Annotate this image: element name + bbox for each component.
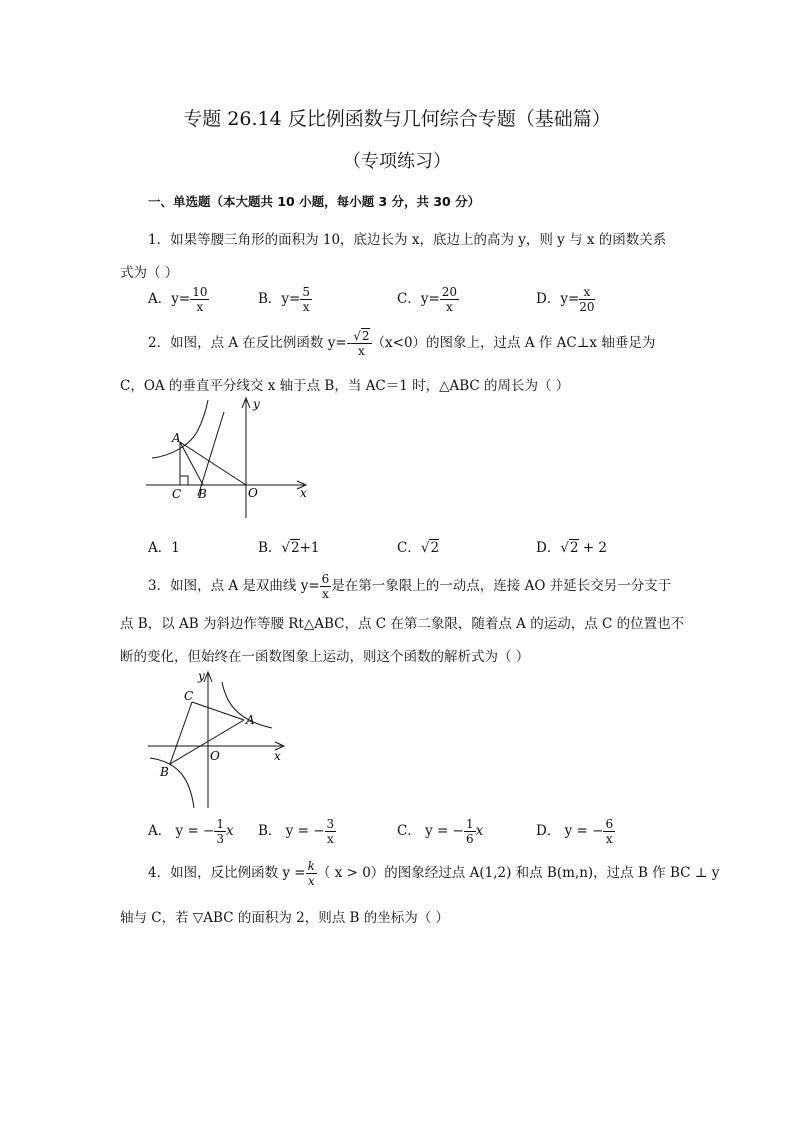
q3-segment-bc	[170, 702, 192, 764]
q4-stem-line2: 轴与 C，若 ▽ABC 的面积为 2，则点 B 的坐标为（ ）	[120, 910, 450, 926]
q2-option-b[interactable]: B．√2+1	[258, 540, 320, 556]
q2-segment-ab	[180, 442, 203, 485]
q3-option-b[interactable]: B． y = − $\frac{3}{x}$	[258, 817, 335, 846]
q2-stem-line2: C，OA 的垂直平分线交 x 轴于点 B，当 AC＝1 时，△ABC 的周长为（ ）	[120, 378, 570, 394]
q1-stem-line2: 式为（ ）	[120, 265, 179, 281]
q3-stem-line1: 3．如图，点 A 是双曲线 y= $\frac{6}{x}$ 是在第一象限上的一动点，连接 AO 并延长交另一分支于	[148, 572, 672, 601]
q1-option-a[interactable]: A．y= $\frac{10}{x}$	[148, 285, 208, 314]
q2-label-c: C	[172, 487, 182, 501]
q3-figure	[140, 668, 300, 812]
q2-right-angle	[180, 476, 188, 485]
q4-stem-line1: 4．如图，反比例函数 y = $\frac{k}{x}$ （ x > 0）的图象经过点 A(1,2) 和点 B(m,n)，过点 B 作 BC ⊥ y	[148, 859, 720, 888]
q2-figure	[140, 396, 320, 522]
q3-label-b: B	[160, 765, 169, 779]
q1-stem-line1: 1．如果等腰三角形的面积为 10，底边长为 x，底边上的高为 y，则 y 与 x 的函数关系	[148, 232, 667, 248]
q2-label-x: x	[300, 486, 307, 500]
q2-label-y: y	[253, 397, 260, 411]
q2-perpendicular-bisector	[198, 412, 224, 496]
q3-label-o: O	[210, 749, 220, 763]
q3-hyperbola-branch-2	[150, 758, 194, 808]
q2-option-d[interactable]: D．√2 + 2	[536, 540, 608, 556]
q3-label-a: A	[246, 713, 255, 727]
q2-label-b: B	[198, 487, 207, 501]
q3-label-c: C	[184, 689, 194, 703]
q2-option-a[interactable]: A．1	[148, 540, 180, 556]
q1-option-c[interactable]: C．y= $\frac{20}{x}$	[397, 285, 458, 314]
q3-label-x: x	[274, 749, 281, 763]
page-title: 专题 26.14 反比例函数与几何综合专题（基础篇）	[183, 108, 611, 130]
q3-option-c[interactable]: C． y = − $\frac{1}{6}$ x	[397, 817, 484, 846]
q2-label-a: A	[172, 431, 181, 445]
q2-option-c[interactable]: C．√2	[397, 540, 440, 556]
q3-stem-line2: 点 B，以 AB 为斜边作等腰 Rt△ABC，点 C 在第二象限，随着点 A 的运动，点 C 的位置也不	[120, 616, 685, 632]
section-heading: 一、单选题（本大题共 10 小题，每小题 3 分，共 30 分）	[148, 194, 481, 209]
q3-label-y: y	[198, 669, 205, 683]
q3-stem-line3: 断的变化，但始终在一函数图象上运动，则这个函数的解析式为（ ）	[120, 649, 530, 665]
q2-stem-line1: 2．如图，点 A 在反比例函数 y=- $\frac{√2}{x}$ （x<0）的图象上，过点 A 作 AC⊥x 轴垂足为	[148, 329, 656, 358]
q3-option-d[interactable]: D． y = − $\frac{6}{x}$	[536, 817, 614, 846]
q1-option-d[interactable]: D．y= $\frac{x}{20}$	[536, 285, 595, 314]
q3-segment-ab	[170, 720, 244, 764]
q3-option-a[interactable]: A． y = − $\frac{1}{3}$ x	[148, 817, 234, 846]
q1-option-b[interactable]: B．y= $\frac{5}{x}$	[258, 285, 310, 314]
page-subtitle: （专项练习）	[343, 151, 451, 172]
q2-label-o: O	[248, 486, 258, 500]
